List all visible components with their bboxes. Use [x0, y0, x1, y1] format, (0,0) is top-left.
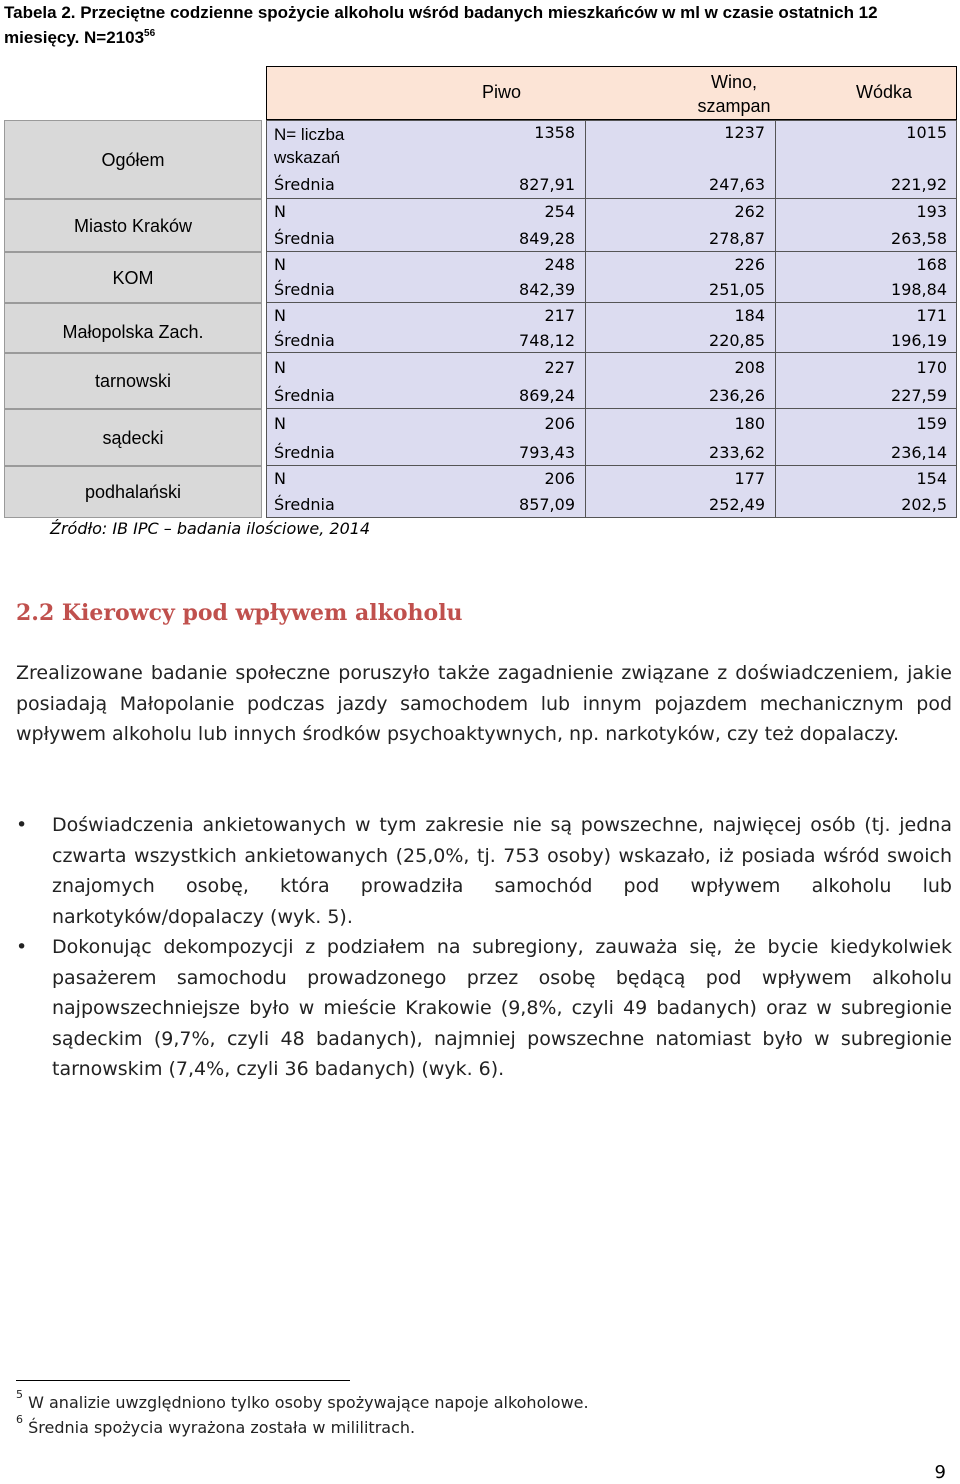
value-wino: 236,26 [586, 382, 776, 409]
header-wino [644, 70, 824, 118]
region-sadecki: sądecki [4, 409, 262, 466]
value-piwo: 869,24 [396, 382, 586, 409]
header-wodka: Wódka [856, 82, 913, 102]
consumption-table [4, 66, 957, 518]
table-row [266, 170, 957, 199]
footnote-text: Średnia spożycia wyrażona została w mililitrach. [28, 1418, 416, 1437]
value-piwo: 857,09 [396, 492, 586, 518]
row-label: Średnia [274, 442, 335, 462]
value-wino: 278,87 [586, 225, 776, 252]
table-row [266, 225, 957, 252]
footnote-5 [16, 1388, 589, 1412]
row-label: N [274, 469, 286, 488]
row-label: N= liczba wskazań [274, 125, 345, 167]
value-wino: 177 [586, 466, 776, 492]
value-wino: 251,05 [586, 277, 776, 303]
table-row [266, 328, 957, 353]
value-piwo: 206 [396, 409, 586, 439]
footnote-text: W analizie uwzględniono tylko osoby spożywające napoje alkoholowe. [28, 1393, 589, 1412]
region-tarnowski: tarnowski [4, 353, 262, 409]
value-wodka: 154 [916, 469, 947, 488]
header-piwo: Piwo [482, 82, 522, 102]
value-piwo: 227 [396, 353, 586, 382]
value-piwo: 748,12 [396, 328, 586, 353]
value-wino: 184 [586, 303, 776, 328]
caption-text: Tabela 2. Przeciętne codzienne spożycie alkoholu wśród badanych mieszkańców w ml w czasie ostatnich 12 miesięcy. N=2103 [4, 3, 878, 47]
value-wodka: 221,92 [891, 174, 947, 194]
row-label: N [274, 202, 286, 221]
value-wino: 252,49 [586, 492, 776, 518]
value-wodka: 202,5 [901, 495, 947, 514]
row-label: Średnia [274, 330, 335, 350]
value-wodka: 263,58 [891, 228, 947, 248]
value-piwo: 206 [396, 466, 586, 492]
bullet-item [16, 932, 952, 1085]
value-piwo: 849,28 [396, 225, 586, 252]
value-wodka: 193 [916, 202, 947, 221]
value-wino: 208 [586, 353, 776, 382]
value-wino: 180 [586, 409, 776, 439]
region-malopolska-zach: Małopolska Zach. [4, 303, 262, 353]
caption-superscript: 56 [144, 28, 156, 39]
value-wodka: 168 [916, 254, 947, 274]
value-piwo: 254 [396, 199, 586, 225]
value-wino: 247,63 [586, 170, 776, 199]
bullet-icon: • [16, 936, 28, 958]
row-label: N [274, 305, 286, 325]
row-label: Średnia [274, 385, 335, 405]
row-label: Średnia [274, 228, 335, 248]
value-piwo: 793,43 [396, 439, 586, 466]
table-caption [4, 0, 956, 50]
row-label: N [274, 254, 286, 274]
bullet-item [16, 810, 952, 932]
value-wino: 233,62 [586, 439, 776, 466]
footnote-separator [16, 1380, 350, 1381]
row-label: Średnia [274, 495, 335, 514]
value-wodka: 170 [916, 357, 947, 377]
value-wodka: 159 [916, 414, 947, 433]
region-podhalanski: podhalański [4, 466, 262, 518]
value-wodka: 227,59 [891, 385, 947, 405]
table-row [266, 303, 957, 328]
region-kom: KOM [4, 252, 262, 303]
value-piwo: 1358 [396, 120, 586, 170]
value-wino: 220,85 [586, 328, 776, 353]
row-label: N [274, 357, 286, 377]
table-row [266, 492, 957, 518]
region-ogolem: Ogółem [4, 120, 262, 199]
table-row [266, 382, 957, 409]
value-wino: 1237 [586, 120, 776, 170]
bullet-text: Dokonując dekompozycji z podziałem na subregiony, zauważa się, że bycie kiedykolwiek pasażerem samochodu prowadzonego przez osobę będącą pod wpływem alkoholu najpowszechniejsze było w mieście Krakowie (9,8%, czyli 49 badanych) oraz w subregionie sądeckim (9,7%, czyli 48 badanych), najmniej powszechne natomiast było w subregionie tarnowskim (7,4%, czyli 36 badanych) (wyk. 6). [52, 936, 952, 1080]
header-wino-line2: szampan [697, 96, 771, 116]
row-label: N [274, 414, 286, 433]
value-piwo: 217 [396, 303, 586, 328]
table-row [266, 252, 957, 277]
table-row [266, 409, 957, 439]
value-piwo: 842,39 [396, 277, 586, 303]
value-wodka: 1015 [906, 123, 947, 142]
table-row [266, 120, 957, 170]
value-piwo: 827,91 [396, 170, 586, 199]
page-number: 9 [934, 1462, 946, 1483]
footnote-6 [16, 1413, 416, 1437]
value-wodka: 171 [916, 305, 947, 325]
bullet-text: Doświadczenia ankietowanych w tym zakresie nie są powszechne, najwięcej osób (tj. jedna czwarta wszystkich ankietowanych (25,0%, tj. 753 osoby) wskazało, iż posiada wśród swoich znajomych osobę, która prowadziła samochód pod wpływem alkoholu lub narkotyków/dopalaczy (wyk. 5). [52, 814, 952, 928]
footnote-number: 5 [16, 1388, 23, 1401]
footnote-number: 6 [16, 1413, 23, 1426]
value-wodka: 198,84 [891, 280, 947, 299]
region-miasto-krakow: Miasto Kraków [4, 199, 262, 252]
table-row [266, 466, 957, 492]
header-wino-line1: Wino, [710, 72, 757, 92]
table-header [266, 66, 957, 120]
table-source: Źródło: IB IPC – badania ilościowe, 2014 [50, 519, 371, 538]
value-wodka: 196,19 [891, 330, 947, 350]
value-wino: 262 [586, 199, 776, 225]
table-row [266, 277, 957, 303]
table-row [266, 439, 957, 466]
table-row [266, 199, 957, 225]
bullet-icon: • [16, 814, 28, 836]
body-paragraph: Zrealizowane badanie społeczne poruszyło także zagadnienie związane z doświadczeniem, jakie posiadają Małopolanie podczas jazdy samochodem lub innym pojazdem mechanicznym pod wpływem alkoholu lub innych środków psychoaktywnych, np. narkotyków, czy też dopalaczy. [16, 662, 952, 745]
section-title: 2.2 Kierowcy pod wpływem alkoholu [16, 600, 463, 626]
row-label: Średnia [274, 174, 335, 194]
value-piwo: 248 [396, 252, 586, 277]
value-wino: 226 [586, 252, 776, 277]
row-label: Średnia [274, 280, 335, 299]
value-wodka: 236,14 [891, 442, 947, 462]
table-row [266, 353, 957, 382]
